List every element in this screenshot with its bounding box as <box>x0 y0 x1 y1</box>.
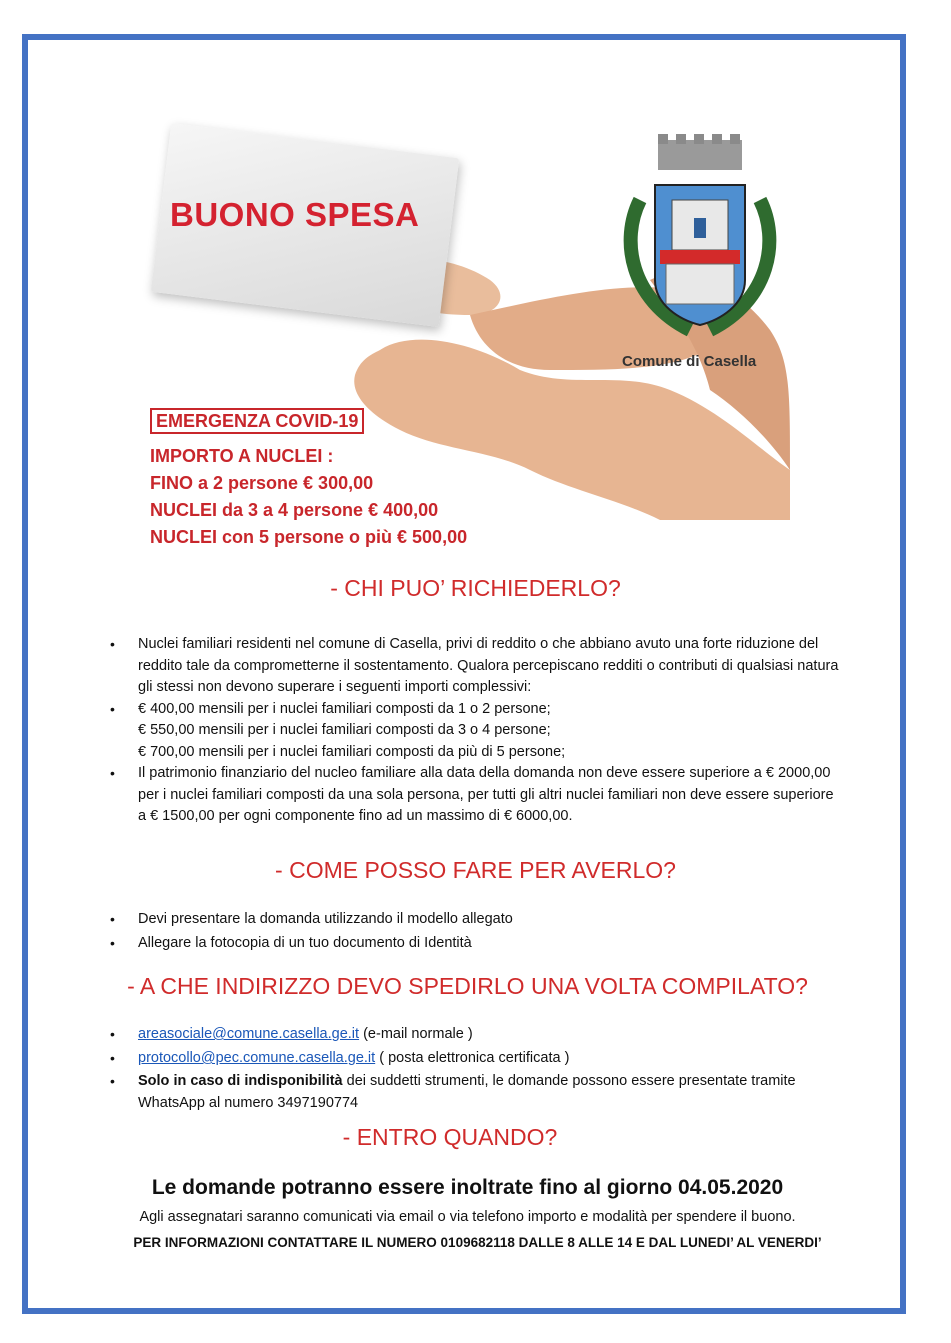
list-item: • Solo in caso di indisponibilità dei suddetti strumenti, le domande possono essere presentate tramite WhatsApp al numero 3497190774 <box>110 1070 830 1114</box>
list-item: • protocollo@pec.comune.casella.ge.it ( posta elettronica certificata ) <box>110 1046 830 1070</box>
list-item: • Allegare la fotocopia di un tuo documento di Identità <box>110 931 840 955</box>
bullet-icon: • <box>110 935 115 951</box>
email-link-areasociale[interactable]: areasociale@comune.casella.ge.it <box>138 1026 360 1042</box>
contact-info: PER INFORMAZIONI CONTATTARE IL NUMERO 0109682118 DALLE 8 ALLE 14 E DAL LUNEDI’ AL VENERDI’ <box>133 1235 822 1250</box>
amounts-line: FINO a 2 persone € 300,00 <box>150 473 374 493</box>
section-title-indirizzo: - A CHE INDIRIZZO DEVO SPEDIRLO UNA VOLTA COMPILATO? <box>127 973 808 999</box>
amounts-block <box>150 443 467 551</box>
how-to-list <box>110 907 840 955</box>
list-item: • Devi presentare la domanda utilizzando il modello allegato <box>110 907 840 931</box>
crest-emblem <box>610 130 790 350</box>
list-item: • € 400,00 mensili per i nuclei familiari composti da 1 o 2 persone; <box>110 699 840 721</box>
bullet-icon: • <box>110 700 115 717</box>
amounts-line: NUCLEI con 5 persone o più € 500,00 <box>150 527 468 547</box>
amounts-line: NUCLEI da 3 a 4 persone € 400,00 <box>150 500 439 520</box>
amounts-line: IMPORTO A NUCLEI : <box>150 446 334 466</box>
address-list <box>110 1022 830 1114</box>
deadline-text: Le domande potranno essere inoltrate fino al giorno 04.05.2020 <box>151 1176 784 1199</box>
comune-label: Comune di Casella <box>622 353 757 370</box>
bullet-icon: • <box>110 1073 115 1089</box>
bullet-icon: • <box>110 765 115 781</box>
list-item: • Il patrimonio finanziario del nucleo familiare alla data della domanda non deve essere superiore a € 2000,00 per i nuclei familiari composti da una sola persona, per tutti gli altri nuclei familiari non deve essere superiore a € 1500,00 per ogni componente fino ad un massimo di € 6000,00. <box>110 765 834 824</box>
bullet-icon: • <box>110 636 115 652</box>
bullet-icon: • <box>110 1050 115 1066</box>
list-item: • Nuclei familiari residenti nel comune di Casella, privi di reddito o che abbiano avuto una forte riduzione del reddito tale da comprometterne il sostentamento. Qualora percepiscano redditi o contributi di qualsiasi natura gli stessi non devono superare i seguenti importi complessivi: <box>110 636 839 695</box>
bullet-icon: • <box>110 1026 115 1042</box>
voucher-title: BUONO SPESA <box>170 196 420 233</box>
list-item: • areasociale@comune.casella.ge.it (e-mail normale ) <box>110 1022 830 1046</box>
email-link-pec[interactable]: protocollo@pec.comune.casella.ge.it <box>138 1050 376 1066</box>
assignment-note: Agli assegnatari saranno comunicati via email o via telefono importo e modalità per spendere il buono. <box>139 1209 796 1225</box>
emergency-badge: EMERGENZA COVID-19 <box>150 408 364 434</box>
bullet-icon: • <box>110 911 115 927</box>
section-title-chi: - CHI PUO’ RICHIEDERLO? <box>330 575 621 601</box>
section-title-quando: - ENTRO QUANDO? <box>342 1124 558 1150</box>
list-item-continuation: € 550,00 mensili per i nuclei familiari composti da 3 o 4 persone; <box>138 722 551 738</box>
list-item-continuation: € 700,00 mensili per i nuclei familiari composti da più di 5 persone; <box>138 743 566 760</box>
eligibility-list <box>110 634 840 828</box>
section-title-come: - COME POSSO FARE PER AVERLO? <box>275 857 676 883</box>
